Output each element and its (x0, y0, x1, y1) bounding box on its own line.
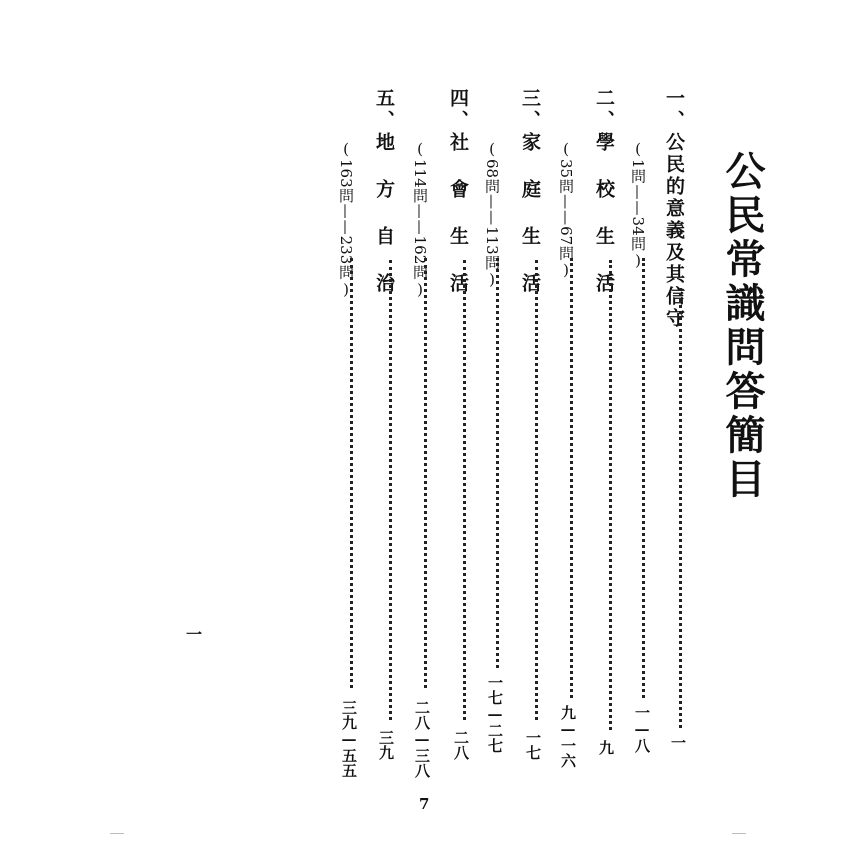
section-2-range: (35問——67問) (557, 140, 575, 281)
section-3-leader-dots (535, 260, 538, 720)
crop-mark-left (110, 833, 124, 834)
section-3-unit-end: 問 (483, 254, 501, 271)
section-3-range-end: 113 (483, 226, 501, 255)
section-2-range-leader-dots (570, 258, 573, 698)
section-1-range-start: 1 (629, 159, 647, 169)
section-1-range: (1問——34問) (629, 140, 647, 271)
section-5-range-end: 233 (337, 235, 355, 265)
section-4-range: (114問——162問) (411, 140, 429, 300)
section-4-heading: 四、社 會 生 活 (447, 88, 469, 295)
section-2-unit-start: 問 (557, 178, 575, 195)
section-4-heading-page: 二八 (452, 730, 470, 760)
section-1-leader-dots (679, 288, 682, 728)
section-2-range-pages: 九—一六 (559, 705, 577, 768)
section-5-range-leader-dots (350, 258, 353, 688)
section-4-range-leader-dots (424, 258, 427, 688)
section-4-range-pages: 二八—三八 (413, 700, 431, 778)
section-5-unit-start: 問 (337, 187, 355, 204)
section-5-range-start: 163 (337, 159, 355, 188)
section-5-leader-dots (389, 260, 392, 720)
section-1-unit-end: 問 (629, 235, 647, 252)
section-4-unit-start: 問 (411, 187, 429, 204)
page-title: 公民常識問答簡目 (719, 150, 766, 502)
section-4-range-end: 162 (411, 235, 429, 265)
section-1-heading: 一、公民的意義及其信守 (663, 88, 685, 330)
section-1-range-end: 34 (629, 216, 647, 236)
section-3-unit-start: 問 (483, 178, 501, 195)
section-2-heading-page: 九 (597, 740, 615, 755)
page-number: 7 (419, 795, 430, 813)
section-2-range-end: 67 (557, 226, 575, 246)
section-4-unit-end: 問 (411, 264, 429, 281)
section-5-heading: 五、地 方 自 治 (373, 88, 395, 295)
crop-mark-right (732, 833, 746, 834)
section-4-range-start: 114 (411, 159, 429, 188)
section-3-heading-page: 一七 (524, 730, 542, 760)
section-3-heading: 三、家 庭 生 活 (519, 88, 541, 295)
section-3-range-leader-dots (496, 258, 499, 668)
section-3-range: (68問——113問) (483, 140, 501, 290)
section-2-heading: 二、學 校 生 活 (593, 88, 615, 295)
document-page (122, 0, 766, 850)
section-1-range-pages: 一—八 (633, 705, 651, 753)
section-1-heading-page: 一 (669, 735, 687, 750)
section-2-leader-dots (609, 260, 612, 730)
section-2-range-start: 35 (557, 159, 575, 179)
section-1-range-leader-dots (642, 258, 645, 698)
section-5-heading-page: 三九 (377, 730, 395, 760)
section-5-unit-end: 問 (337, 264, 355, 281)
section-2-unit-end: 問 (557, 245, 575, 262)
section-4-leader-dots (463, 260, 466, 720)
section-5-range: (163問——233問) (337, 140, 355, 300)
section-1-unit-start: 問 (629, 168, 647, 185)
section-3-range-pages: 一七—二七 (486, 675, 504, 753)
section-3-range-start: 68 (483, 159, 501, 179)
section-5-range-pages: 三九—五五 (340, 700, 358, 778)
folio-mark: 一 (186, 625, 203, 644)
